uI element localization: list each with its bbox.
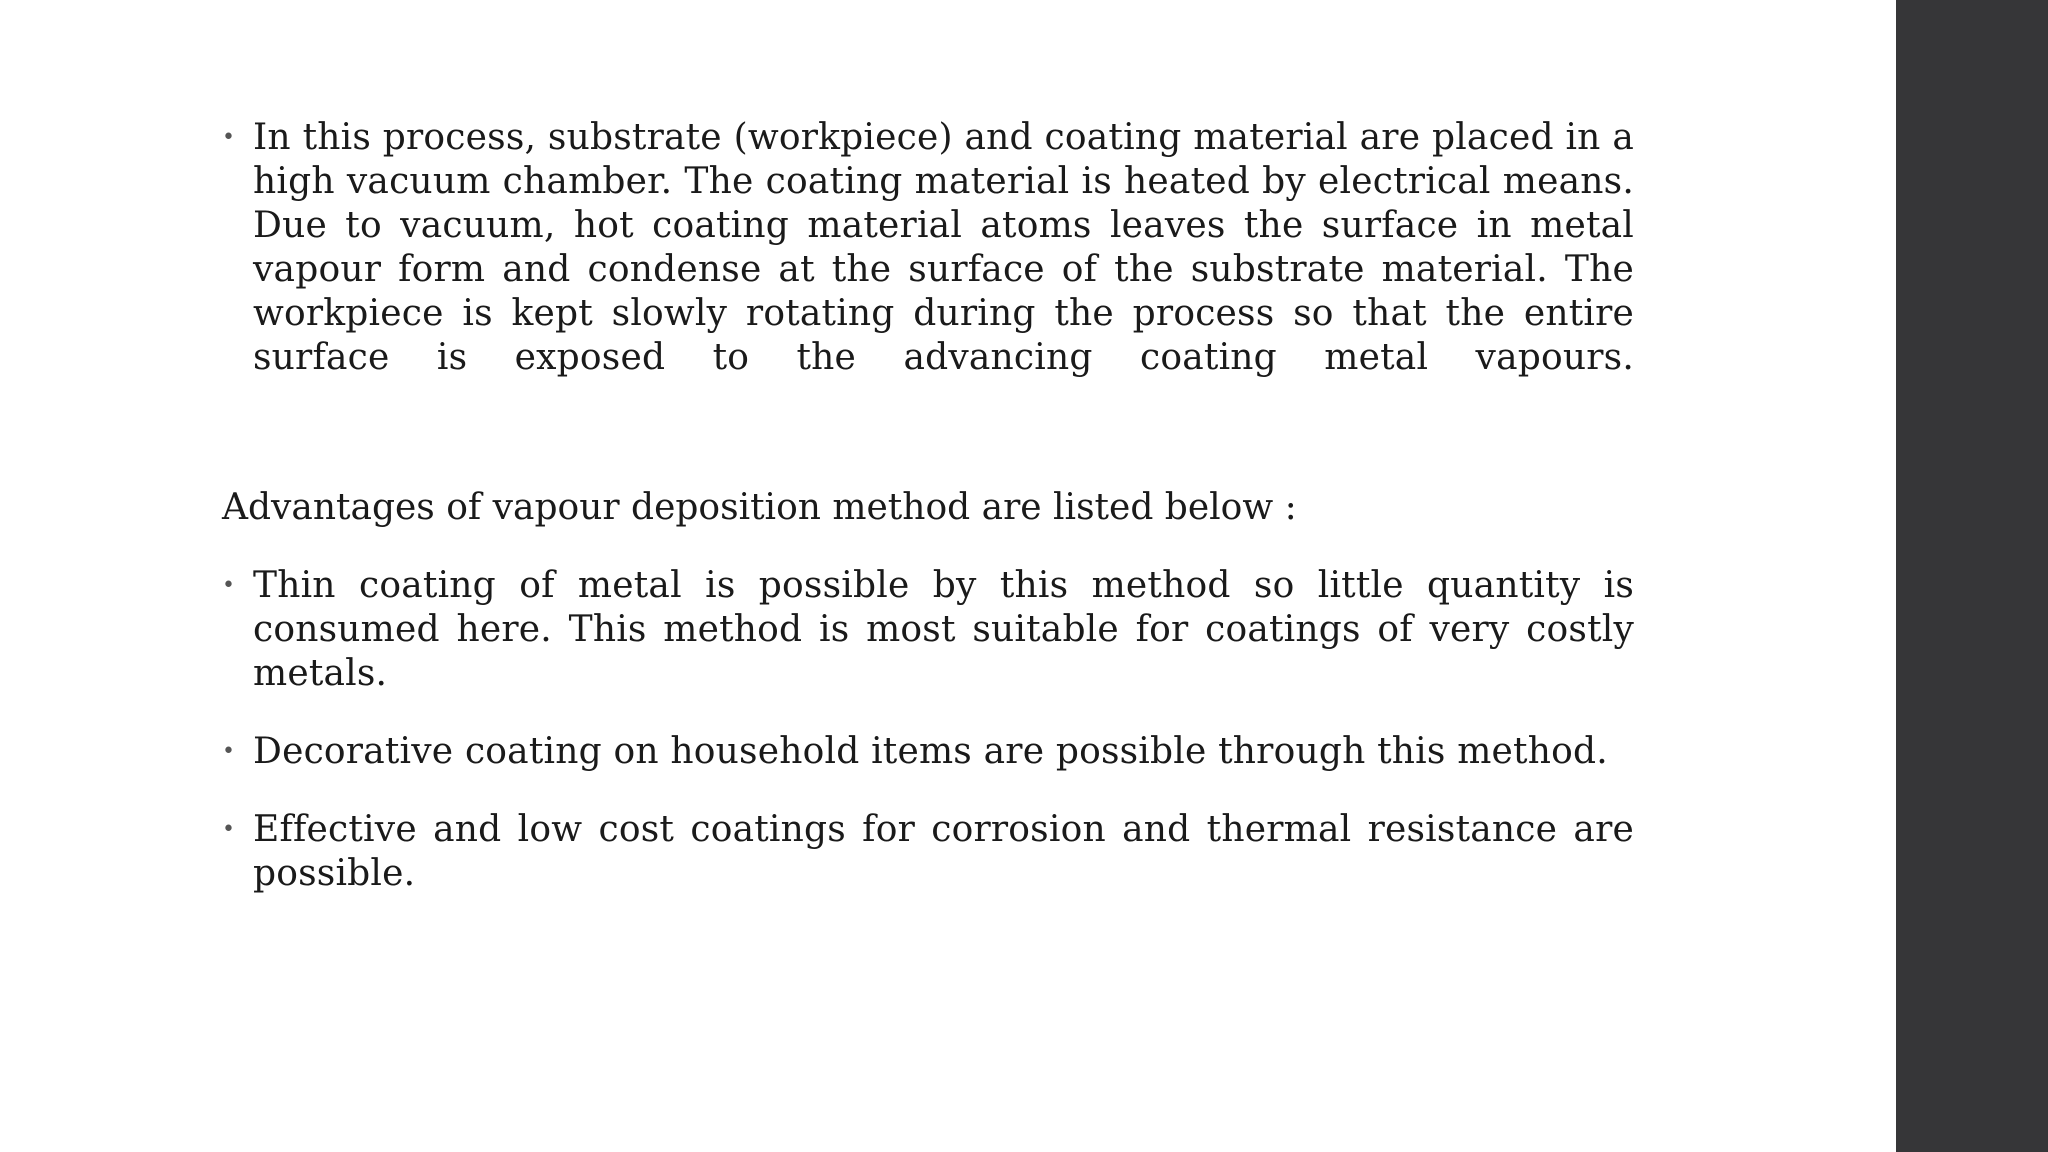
advantage-item-thin-coating <box>222 564 1634 696</box>
advantages-heading: Advantages of vapour deposition method are listed below : <box>222 487 1297 528</box>
bullet-icon: • <box>222 125 236 150</box>
advantage-text: Effective and low cost coatings for corrosion and thermal resistance are possible. <box>253 809 1634 894</box>
process-description: In this process, substrate (workpiece) and coating material are placed in a high vacuum chamber. The coating material is heated by electrical means. Due to vacuum, hot coating material atoms leaves the surface in metal vapour form and condense at the surface of the substrate material. The workpiece is kept slowly rotating during the process so that the entire surface is exposed to the advancing coating metal vapours. <box>253 117 1634 378</box>
bullet-icon: • <box>222 739 236 764</box>
bullet-icon: • <box>222 817 236 842</box>
advantage-item-decorative <box>222 730 1634 774</box>
bullet-icon: • <box>222 573 236 598</box>
advantage-text: Thin coating of metal is possible by this method so little quantity is consumed here. This method is most suitable for coatings of very costly metals. <box>253 565 1634 694</box>
slide-content <box>222 116 1634 896</box>
advantage-item-low-cost <box>222 808 1634 896</box>
process-bullet <box>222 116 1634 380</box>
advantage-text: Decorative coating on household items are possible through this method. <box>253 731 1608 772</box>
side-bar <box>1896 0 2048 1152</box>
